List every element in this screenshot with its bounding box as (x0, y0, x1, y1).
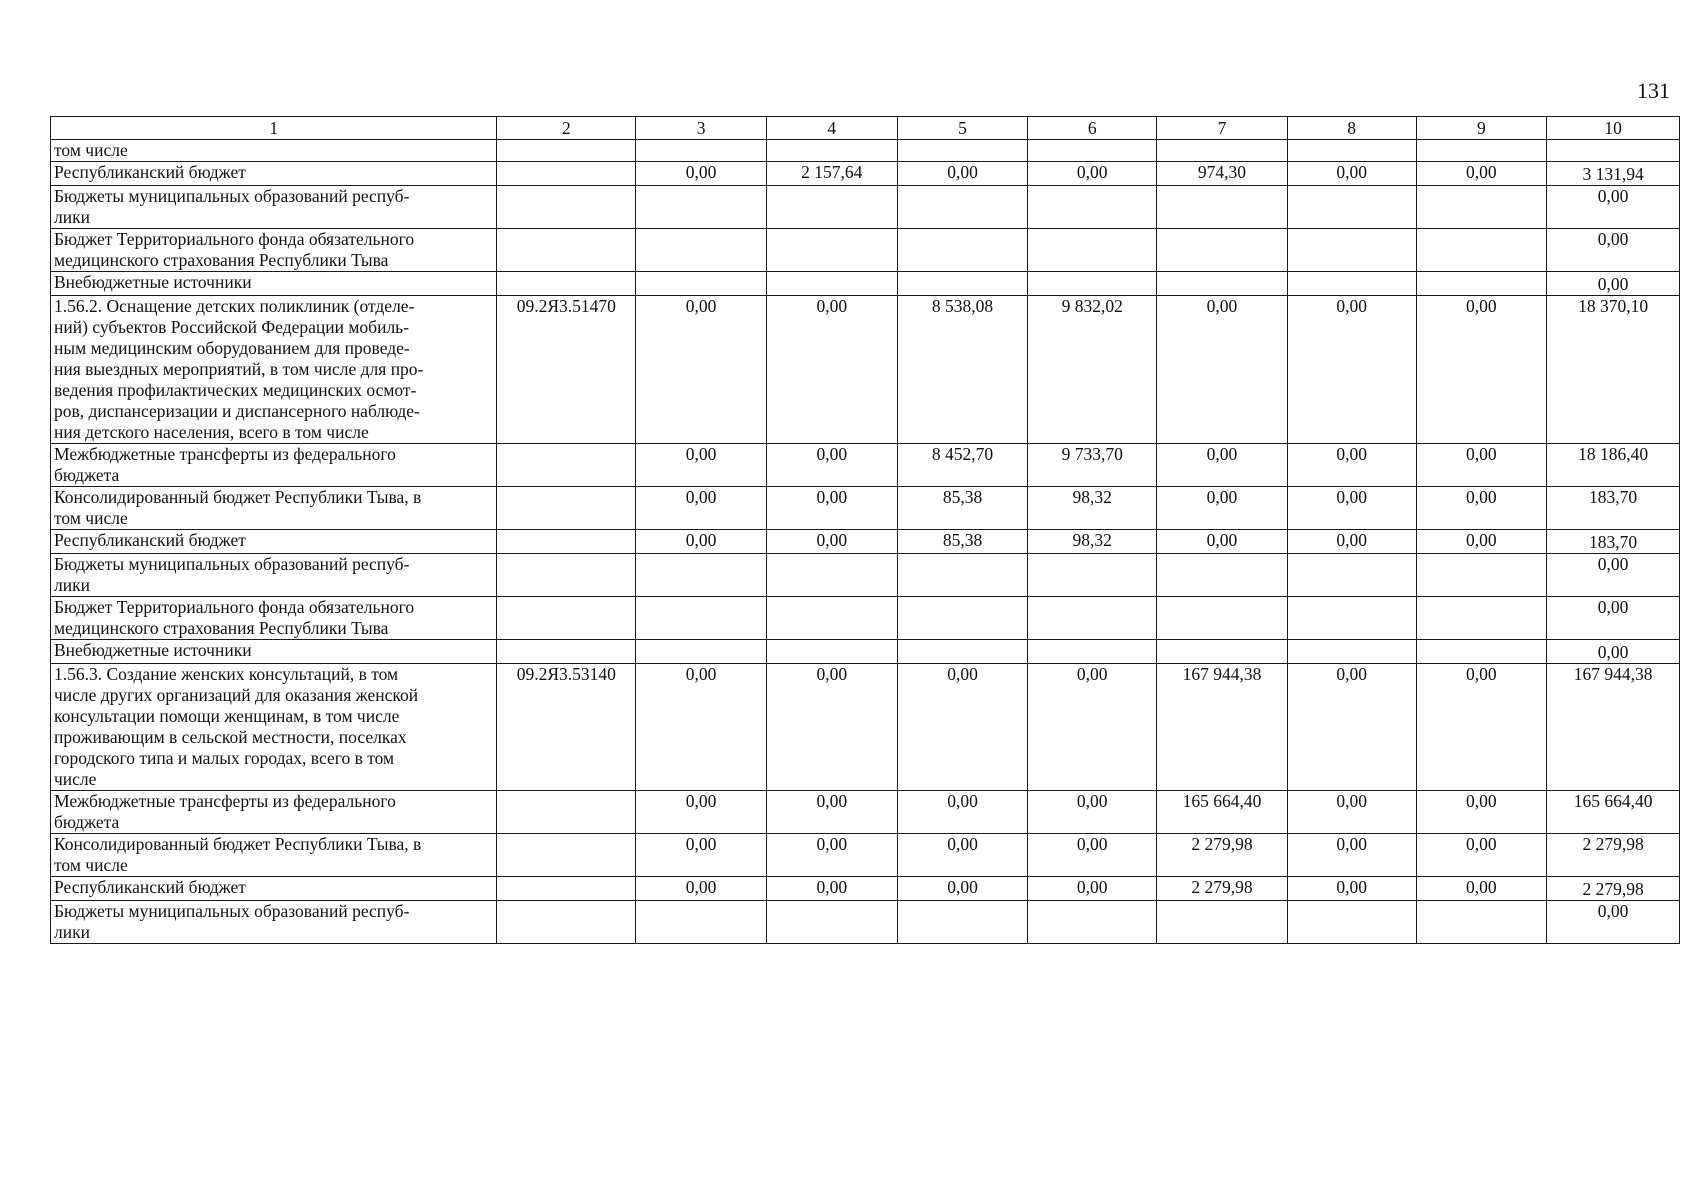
row-value-col-3: 0,00 (636, 791, 767, 834)
row-value-col-8: 0,00 (1287, 444, 1416, 487)
row-value-col-9: 0,00 (1416, 162, 1547, 186)
row-value-col-8 (1287, 640, 1416, 664)
row-value-col-8 (1287, 597, 1416, 640)
row-value-col-4: 0,00 (766, 834, 897, 877)
row-value-col-5 (897, 554, 1028, 597)
row-total: 3 131,94 (1547, 162, 1680, 186)
row-value-col-5: 0,00 (897, 791, 1028, 834)
row-value-col-8 (1287, 186, 1416, 229)
row-value-col-8: 0,00 (1287, 664, 1416, 791)
col-header-6: 6 (1028, 117, 1157, 140)
row-value-col-5: 0,00 (897, 834, 1028, 877)
row-value-col-3 (636, 597, 767, 640)
row-total: 0,00 (1547, 186, 1680, 229)
row-total: 18 186,40 (1547, 444, 1680, 487)
row-code (497, 162, 636, 186)
row-value-col-6 (1028, 901, 1157, 944)
row-value-col-3: 0,00 (636, 296, 767, 444)
row-value-col-5 (897, 640, 1028, 664)
row-value-col-3 (636, 554, 767, 597)
row-description: Бюджет Территориального фонда обязательного медицинского страхования Республики Тыва (51, 597, 497, 640)
row-total: 2 279,98 (1547, 877, 1680, 901)
row-value-col-8: 0,00 (1287, 530, 1416, 554)
row-total: 165 664,40 (1547, 791, 1680, 834)
row-value-col-9: 0,00 (1416, 444, 1547, 487)
col-header-4: 4 (766, 117, 897, 140)
row-value-col-5 (897, 186, 1028, 229)
row-description: Бюджеты муниципальных образований респуб- лики (51, 186, 497, 229)
row-description: Бюджеты муниципальных образований респуб- лики (51, 554, 497, 597)
table-row (51, 877, 1680, 901)
row-value-col-7 (1157, 901, 1288, 944)
row-description: Бюджет Территориального фонда обязательного медицинского страхования Республики Тыва (51, 229, 497, 272)
col-header-3: 3 (636, 117, 767, 140)
row-total: 0,00 (1547, 229, 1680, 272)
row-value-col-6 (1028, 229, 1157, 272)
page-number: 131 (1637, 78, 1670, 103)
row-value-col-9 (1416, 597, 1547, 640)
row-value-col-9 (1416, 640, 1547, 664)
table-row (51, 640, 1680, 664)
col-header-5: 5 (897, 117, 1028, 140)
row-value-col-6: 0,00 (1028, 791, 1157, 834)
col-header-8: 8 (1287, 117, 1416, 140)
row-code (497, 444, 636, 487)
table-row (51, 597, 1680, 640)
row-value-col-8: 0,00 (1287, 834, 1416, 877)
row-value-col-3 (636, 272, 767, 296)
row-value-col-4 (766, 554, 897, 597)
row-value-col-8 (1287, 554, 1416, 597)
row-total: 0,00 (1547, 901, 1680, 944)
row-value-col-9: 0,00 (1416, 296, 1547, 444)
row-description: Республиканский бюджет (51, 162, 497, 186)
row-value-col-5: 8 452,70 (897, 444, 1028, 487)
row-value-col-9 (1416, 186, 1547, 229)
row-value-col-3 (636, 901, 767, 944)
row-value-col-8: 0,00 (1287, 162, 1416, 186)
row-value-col-6 (1028, 186, 1157, 229)
row-description: 1.56.3. Создание женских консультаций, в том числе других организаций для оказания женской консультации помощи женщинам, в том числе проживающим в сельской местности, поселках городского типа и малых городах, всего в том числе (51, 664, 497, 791)
row-value-col-5: 85,38 (897, 530, 1028, 554)
table-row (51, 444, 1680, 487)
row-description: Консолидированный бюджет Республики Тыва, в том числе (51, 487, 497, 530)
row-value-col-9 (1416, 901, 1547, 944)
row-value-col-5 (897, 901, 1028, 944)
row-total: 183,70 (1547, 487, 1680, 530)
row-value-col-6: 0,00 (1028, 834, 1157, 877)
row-code (497, 834, 636, 877)
col-header-1: 1 (51, 117, 497, 140)
row-code (497, 186, 636, 229)
row-value-col-6 (1028, 140, 1157, 162)
row-value-col-4 (766, 229, 897, 272)
row-value-col-4 (766, 140, 897, 162)
row-value-col-7 (1157, 554, 1288, 597)
table-row (51, 296, 1680, 444)
row-total: 167 944,38 (1547, 664, 1680, 791)
row-total: 0,00 (1547, 554, 1680, 597)
row-value-col-3: 0,00 (636, 444, 767, 487)
row-total: 18 370,10 (1547, 296, 1680, 444)
row-value-col-7 (1157, 272, 1288, 296)
row-value-col-4 (766, 640, 897, 664)
table-row (51, 487, 1680, 530)
row-value-col-5 (897, 597, 1028, 640)
row-value-col-3: 0,00 (636, 664, 767, 791)
row-total: 0,00 (1547, 640, 1680, 664)
row-description: Республиканский бюджет (51, 530, 497, 554)
row-value-col-5: 0,00 (897, 664, 1028, 791)
row-value-col-4: 0,00 (766, 791, 897, 834)
table-row (51, 530, 1680, 554)
row-value-col-9: 0,00 (1416, 530, 1547, 554)
table-row (51, 229, 1680, 272)
row-value-col-9: 0,00 (1416, 487, 1547, 530)
row-description: Межбюджетные трансферты из федерального бюджета (51, 791, 497, 834)
row-value-col-5: 0,00 (897, 877, 1028, 901)
row-total: 183,70 (1547, 530, 1680, 554)
row-value-col-8 (1287, 140, 1416, 162)
row-value-col-7: 0,00 (1157, 530, 1288, 554)
row-value-col-8: 0,00 (1287, 296, 1416, 444)
row-value-col-6: 0,00 (1028, 162, 1157, 186)
header-row (51, 117, 1680, 140)
row-value-col-3: 0,00 (636, 877, 767, 901)
row-code (497, 597, 636, 640)
row-code (497, 229, 636, 272)
row-value-col-3: 0,00 (636, 487, 767, 530)
row-value-col-6 (1028, 554, 1157, 597)
row-value-col-9 (1416, 272, 1547, 296)
row-value-col-8 (1287, 272, 1416, 296)
row-value-col-6: 98,32 (1028, 487, 1157, 530)
row-total: 0,00 (1547, 272, 1680, 296)
table-row (51, 664, 1680, 791)
row-description: 1.56.2. Оснащение детских поликлиник (отделе- ний) субъектов Российской Федерации мобиль- ным медицинским оборудованием для проведе- ния выездных мероприятий, в том числе для про- ведения профилактических медицинских осмот- ров, диспансеризации и диспансерного наблюде- ния детского населения, всего в том числе (51, 296, 497, 444)
row-value-col-4: 0,00 (766, 444, 897, 487)
row-value-col-9: 0,00 (1416, 877, 1547, 901)
row-code: 09.2Я3.51470 (497, 296, 636, 444)
table-row (51, 834, 1680, 877)
row-value-col-4 (766, 597, 897, 640)
col-header-10: 10 (1547, 117, 1680, 140)
row-code (497, 140, 636, 162)
row-value-col-9 (1416, 554, 1547, 597)
row-value-col-4: 0,00 (766, 296, 897, 444)
row-value-col-4: 0,00 (766, 877, 897, 901)
row-value-col-6: 9 733,70 (1028, 444, 1157, 487)
row-value-col-3 (636, 640, 767, 664)
row-value-col-4 (766, 901, 897, 944)
row-code (497, 901, 636, 944)
row-value-col-7: 974,30 (1157, 162, 1288, 186)
row-value-col-5 (897, 272, 1028, 296)
col-header-7: 7 (1157, 117, 1288, 140)
row-description: Межбюджетные трансферты из федерального бюджета (51, 444, 497, 487)
table-row (51, 162, 1680, 186)
row-value-col-4 (766, 272, 897, 296)
row-value-col-7 (1157, 640, 1288, 664)
row-value-col-9: 0,00 (1416, 791, 1547, 834)
row-code (497, 640, 636, 664)
row-value-col-6 (1028, 272, 1157, 296)
row-description: Консолидированный бюджет Республики Тыва, в том числе (51, 834, 497, 877)
row-value-col-9: 0,00 (1416, 664, 1547, 791)
row-value-col-7: 0,00 (1157, 487, 1288, 530)
row-value-col-5 (897, 229, 1028, 272)
table-row (51, 272, 1680, 296)
row-value-col-5: 8 538,08 (897, 296, 1028, 444)
row-value-col-6 (1028, 597, 1157, 640)
row-value-col-7 (1157, 186, 1288, 229)
row-code (497, 272, 636, 296)
row-value-col-7 (1157, 140, 1288, 162)
row-value-col-6: 0,00 (1028, 877, 1157, 901)
row-value-col-5: 0,00 (897, 162, 1028, 186)
col-header-2: 2 (497, 117, 636, 140)
row-description: Республиканский бюджет (51, 877, 497, 901)
row-value-col-7 (1157, 229, 1288, 272)
row-value-col-6: 98,32 (1028, 530, 1157, 554)
row-value-col-7: 2 279,98 (1157, 877, 1288, 901)
row-value-col-7: 165 664,40 (1157, 791, 1288, 834)
budget-table (50, 116, 1680, 944)
row-value-col-8 (1287, 901, 1416, 944)
row-code (497, 877, 636, 901)
table-row (51, 140, 1680, 162)
table-body (51, 140, 1680, 944)
row-value-col-7: 0,00 (1157, 444, 1288, 487)
table-row (51, 554, 1680, 597)
row-value-col-8 (1287, 229, 1416, 272)
row-code (497, 487, 636, 530)
col-header-9: 9 (1416, 117, 1547, 140)
table-row (51, 186, 1680, 229)
table-row (51, 901, 1680, 944)
row-value-col-6: 9 832,02 (1028, 296, 1157, 444)
row-value-col-5: 85,38 (897, 487, 1028, 530)
row-value-col-3 (636, 140, 767, 162)
row-value-col-6: 0,00 (1028, 664, 1157, 791)
row-value-col-7 (1157, 597, 1288, 640)
row-value-col-7: 0,00 (1157, 296, 1288, 444)
row-value-col-4: 0,00 (766, 530, 897, 554)
row-total: 0,00 (1547, 597, 1680, 640)
row-value-col-4 (766, 186, 897, 229)
row-value-col-4: 0,00 (766, 664, 897, 791)
row-code (497, 530, 636, 554)
row-value-col-4: 2 157,64 (766, 162, 897, 186)
row-value-col-3 (636, 186, 767, 229)
row-value-col-9 (1416, 140, 1547, 162)
row-value-col-3: 0,00 (636, 834, 767, 877)
row-value-col-3 (636, 229, 767, 272)
table-row (51, 791, 1680, 834)
row-value-col-7: 167 944,38 (1157, 664, 1288, 791)
row-total (1547, 140, 1680, 162)
row-description: том числе (51, 140, 497, 162)
row-value-col-9: 0,00 (1416, 834, 1547, 877)
row-value-col-8: 0,00 (1287, 487, 1416, 530)
row-value-col-3: 0,00 (636, 530, 767, 554)
row-code (497, 554, 636, 597)
row-code (497, 791, 636, 834)
row-description: Внебюджетные источники (51, 272, 497, 296)
row-total: 2 279,98 (1547, 834, 1680, 877)
row-value-col-8: 0,00 (1287, 877, 1416, 901)
row-value-col-6 (1028, 640, 1157, 664)
row-value-col-9 (1416, 229, 1547, 272)
row-code: 09.2Я3.53140 (497, 664, 636, 791)
row-value-col-4: 0,00 (766, 487, 897, 530)
row-description: Внебюджетные источники (51, 640, 497, 664)
row-value-col-7: 2 279,98 (1157, 834, 1288, 877)
row-value-col-8: 0,00 (1287, 791, 1416, 834)
row-value-col-3: 0,00 (636, 162, 767, 186)
row-value-col-5 (897, 140, 1028, 162)
row-description: Бюджеты муниципальных образований респуб- лики (51, 901, 497, 944)
